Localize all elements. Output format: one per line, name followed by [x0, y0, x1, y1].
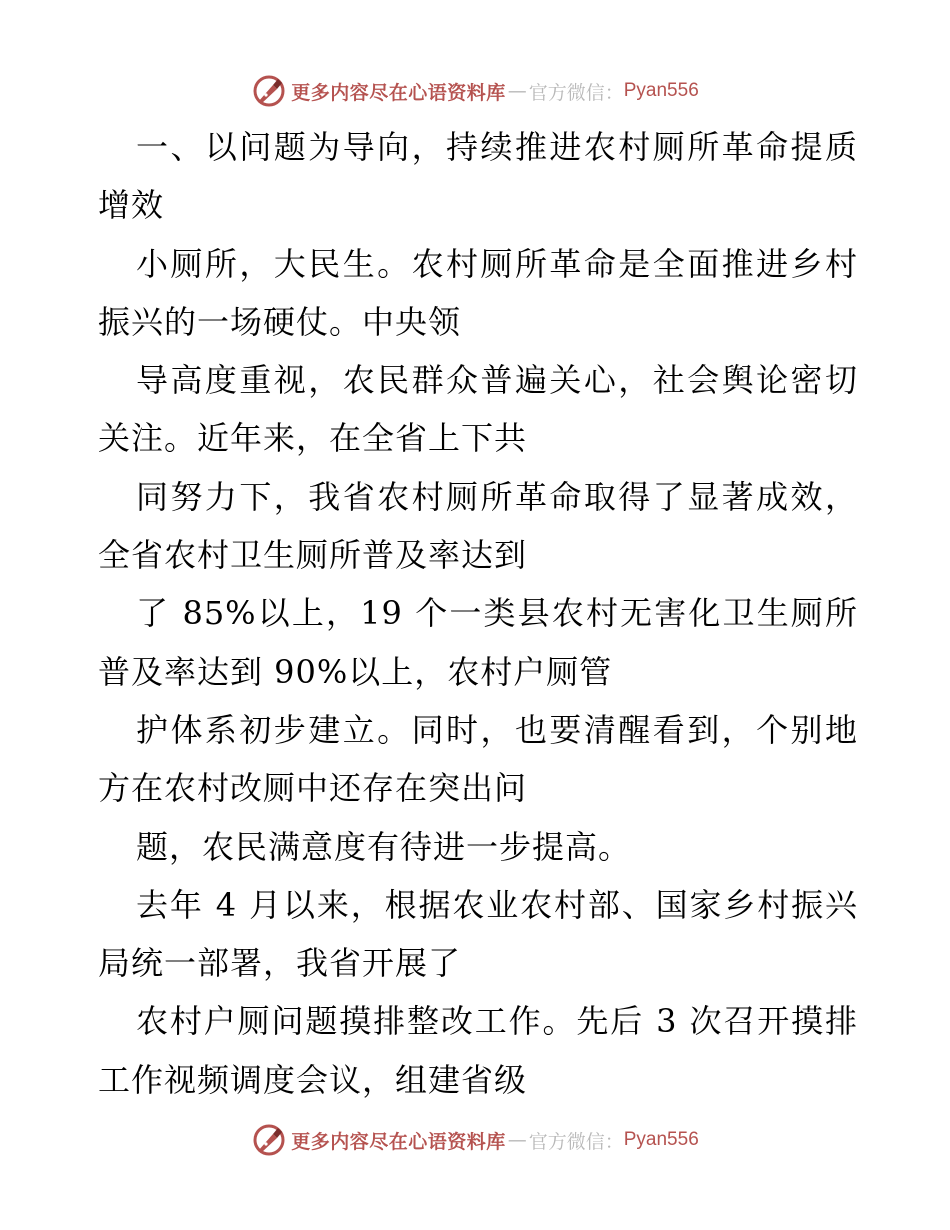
watermark-dash: — — [507, 80, 527, 102]
paragraph: 小厕所，大民生。农村厕所革命是全面推进乡村振兴的一场硬仗。中央领 — [98, 244, 858, 341]
paragraph: 同努力下，我省农村厕所革命取得了显著成效，全省农村卫生厕所普及率达到 — [98, 477, 858, 575]
watermark-wechat-label: 官方微信： — [528, 1130, 624, 1153]
watermark-wechat-label: 官方微信： — [528, 81, 624, 104]
pen-nib-circle-icon — [251, 73, 287, 109]
paragraph: 去年 4 月以来，根据农业农村部、国家乡村振兴局统一部署，我省开展了 — [98, 885, 858, 983]
pen-nib-circle-icon — [251, 1122, 287, 1158]
watermark-wechat-id: Pyan556 — [623, 80, 699, 101]
section-heading: 一、以问题为导向，持续推进农村厕所革命提质增效 — [98, 128, 858, 225]
watermark-site-name: 更多内容尽在心语资料库 — [291, 1130, 506, 1153]
paragraph: 题，农民满意度有待进一步提高。 — [136, 827, 632, 866]
watermark-footer — [0, 1120, 950, 1160]
paragraph: 了 85%以上，19 个一类县农村无害化卫生厕所普及率达到 90%以上，农村户厕管 — [98, 594, 858, 691]
paragraph: 护体系初步建立。同时，也要清醒看到，个别地方在农村改厕中还存在突出问 — [98, 710, 858, 808]
paragraph: 导高度重视，农民群众普遍关心，社会舆论密切关注。近年来，在全省上下共 — [98, 361, 858, 458]
watermark-wechat-id: Pyan556 — [623, 1129, 699, 1150]
watermark-header — [0, 71, 950, 111]
watermark-site-name: 更多内容尽在心语资料库 — [291, 81, 506, 104]
watermark-dash: — — [507, 1129, 527, 1151]
paragraph: 农村户厕问题摸排整改工作。先后 3 次召开摸排工作视频调度会议，组建省级 — [98, 1002, 858, 1099]
document-body — [98, 118, 858, 1109]
